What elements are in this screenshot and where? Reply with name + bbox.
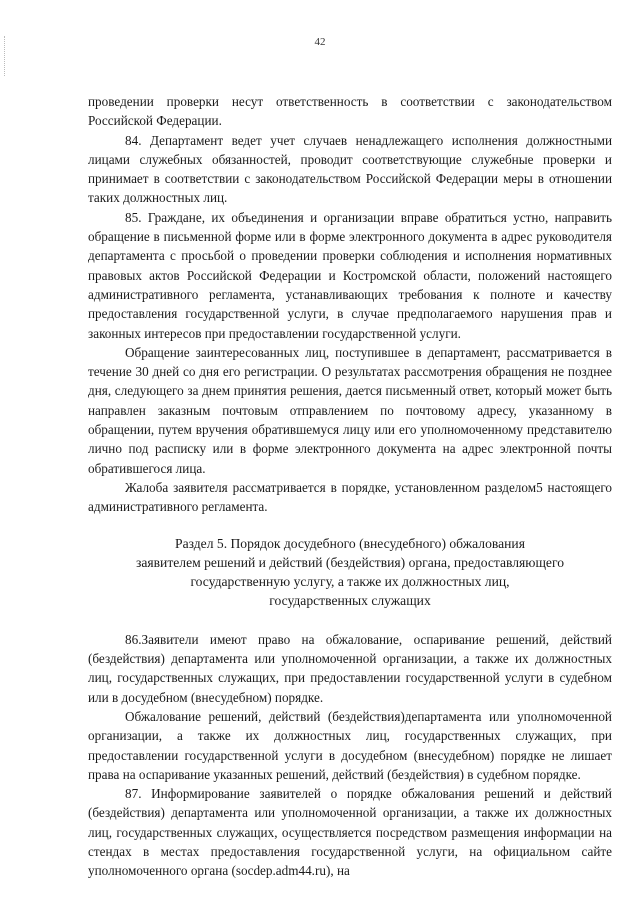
paragraph-appeal-procedure: Обжалование решений, действий (бездействия)департамента или уполномоченной организации, а также их должностных лиц, государственных служащих, при предоставлении государственной услуги в досудебном (внесудебном) порядке не лишает права на оспаривание указанных решений, действий (бездействия) в судебном порядке. (88, 708, 612, 782)
document-body (88, 92, 612, 881)
paragraph-84: 84. Департамент ведет учет случаев ненадлежащего исполнения должностными лицами служебных обязанностей, проводит соответствующие служебные проверки и принимает в соответствии с законодательством Российской Федерации меры в отношении таких должностных лиц. (88, 132, 612, 206)
section-heading-line: Раздел 5. Порядок досудебного (внесудебного) обжалования (175, 535, 525, 551)
section-heading-line: государственных служащих (269, 593, 431, 609)
section-heading-line: государственную услугу, а также их должностных лиц, (190, 574, 510, 590)
section-5-heading (88, 534, 612, 611)
section-heading-line: заявителем решений и действий (бездействия) органа, предоставляющего (135, 554, 565, 570)
paragraph-continuation: проведении проверки несут ответственность в соответствии с законодательством Российской Федерации. (88, 94, 612, 129)
paragraph-87: 87. Информирование заявителей о порядке обжалования решений и действий (бездействия) департамента или уполномоченной организации, а также их должностных лиц, государственных служащих, осуществляется посредством размещения информации на стендах в местах предоставления государственной услуги, на официальном сайте уполномоченного органа (socdep.adm44.ru), на (88, 786, 612, 879)
page-number: 42 (314, 36, 326, 48)
paragraph-86: 86.Заявители имеют право на обжалование, оспаривание решений, действий (бездействия) департамента или уполномоченной организации, а также их должностных лиц, государственных служащих, при предоставлении государственной услуги в судебном или в досудебном (внесудебном) порядке. (88, 631, 612, 705)
paragraph-appeal-review: Обращение заинтересованных лиц, поступившее в департамент, рассматривается в течение 30 дней со дня его регистрации. О результатах рассмотрения обращения не позднее дня, следующего за днем принятия решения, дается письменный ответ, который может быть направлен заказным почтовым отправлением по почтовому адресу, указанному в обращении, путем вручения обратившемуся лицу или его уполномоченному представителю лично под расписку или в форме электронного документа на адрес электронной почты обратившегося лица. (88, 344, 612, 476)
paragraph-complaint: Жалоба заявителя рассматривается в порядке, установленном разделом5 настоящего административного регламента. (88, 479, 612, 515)
paragraph-85: 85. Граждане, их объединения и организации вправе обратиться устно, направить обращение в письменной форме или в форме электронного документа в адрес руководителя департамента с просьбой о проведении проверки соблюдения и исполнения нормативных правовых актов Российской Федерации и Костромской области, положений настоящего административного регламента, устанавливающих требования к полноте и качеству предоставления государственной услуги, в случае предполагаемого нарушения прав и законных интересов при предоставлении государственной услуги. (88, 209, 612, 341)
